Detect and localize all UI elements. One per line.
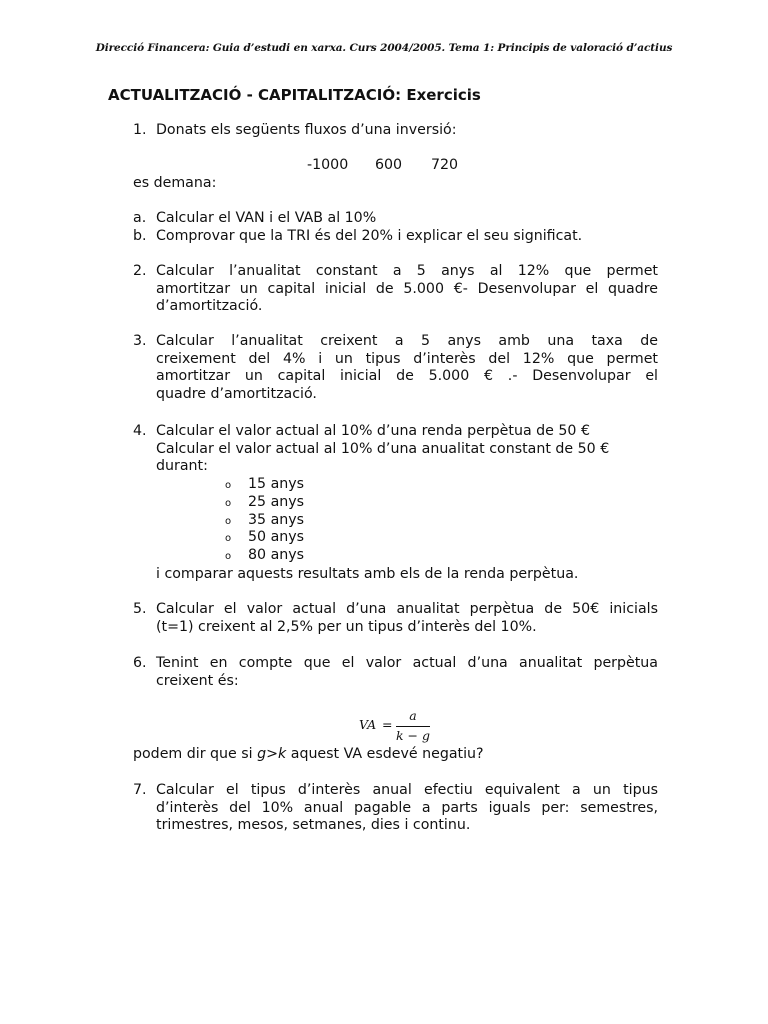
formula-equals: = — [382, 717, 393, 732]
exercise-6-line: Tenint en compte que el valor actual d’una anualitat perpètua — [156, 655, 658, 671]
bullet-icon: o — [225, 498, 232, 509]
exercise-3-number: 3. — [133, 333, 147, 349]
exercise-3-line: amortitzar un capital inicial de 5.000 € .- Desenvolupar el — [156, 368, 658, 385]
bullet-icon: o — [225, 516, 232, 527]
cash-flow-0: -1000 — [307, 157, 349, 173]
item-b-text: Comprovar que la TRI és del 20% i explicar el seu significat. — [156, 228, 583, 244]
exercise-3-text — [156, 333, 658, 403]
item-a-text: Calcular el VAN i el VAB al 10% — [156, 210, 377, 226]
bullet-icon: o — [225, 480, 232, 491]
exercise-1-text: Donats els següents fluxos d’una inversió: — [156, 122, 457, 138]
exercise-1-asks: es demana: — [133, 175, 217, 191]
exercise-2-number: 2. — [133, 263, 147, 279]
exercise-7-number: 7. — [133, 782, 147, 798]
item-b-label: b. — [133, 228, 147, 244]
exercise-7-text — [156, 782, 658, 835]
exercise-6-line: creixent és: — [156, 672, 239, 689]
exercise-3-line: Calcular l’anualitat creixent a 5 anys amb una taxa de — [156, 333, 658, 349]
duration-item: 80 anys — [248, 547, 305, 563]
exercise-7-line: trimestres, mesos, setmanes, dies i continu. — [156, 817, 471, 834]
exercise-2-line: amortitzar un capital inicial de 5.000 €- Desenvolupar el quadre — [156, 280, 658, 297]
formula-lhs: VA — [359, 717, 377, 732]
exercise-2-line: d’amortització. — [156, 298, 263, 315]
item-a-label: a. — [133, 210, 147, 226]
exercise-5-line: (t=1) creixent al 2,5% per un tipus d’interès del 10%. — [156, 618, 537, 635]
exercise-5-number: 5. — [133, 601, 147, 617]
bullet-icon: o — [225, 533, 232, 544]
exercise-1-number: 1. — [133, 122, 147, 138]
exercise-5-text — [156, 601, 658, 636]
exercise-3-line: creixement del 4% i un tipus d’interès del 12% que permet — [156, 350, 658, 367]
duration-item: 35 anys — [248, 512, 305, 528]
duration-item: 50 anys — [248, 529, 305, 545]
exercise-3-line: quadre d’amortització. — [156, 385, 317, 402]
exercise-6-question — [133, 746, 484, 764]
exercise-6-number: 6. — [133, 655, 147, 671]
page-title: ACTUALITZACIÓ - CAPITALITZACIÓ: Exercicis — [108, 86, 481, 104]
exercise-6-text — [156, 655, 658, 690]
formula-denominator: k − g — [396, 728, 430, 743]
formula-numerator: a — [409, 708, 417, 723]
exercise-7-line: Calcular el tipus d’interès anual efectiu equivalent a un tipus — [156, 782, 658, 798]
duration-item: 25 anys — [248, 494, 305, 510]
question-suffix: aquest VA esdevé negatiu? — [286, 746, 484, 762]
question-prefix: podem dir que si — [133, 746, 258, 762]
exercise-4-number: 4. — [133, 423, 147, 439]
exercise-2-line: Calcular l’anualitat constant a 5 anys al 12% que permet — [156, 263, 658, 279]
fraction-bar — [396, 726, 430, 727]
bullet-icon: o — [225, 551, 232, 562]
exercise-4-closing: i comparar aquests resultats amb els de la renda perpètua. — [156, 566, 579, 582]
cash-flow-2: 720 — [431, 157, 459, 173]
exercise-7-line: d’interès del 10% anual pagable a parts iguals per: semestres, — [156, 799, 658, 816]
question-condition: g>k — [257, 746, 287, 762]
exercise-4-line-2: Calcular el valor actual al 10% d’una anualitat constant de 50 € — [156, 441, 610, 457]
duration-item: 15 anys — [248, 476, 305, 492]
exercise-4-line-3: durant: — [156, 458, 208, 474]
exercise-2-text — [156, 263, 658, 316]
cash-flow-1: 600 — [375, 157, 403, 173]
exercise-4-line-1: Calcular el valor actual al 10% d’una renda perpètua de 50 € — [156, 423, 590, 439]
exercise-5-line: Calcular el valor actual d’una anualitat perpètua de 50€ inicials — [156, 601, 658, 617]
page-header: Direcció Financera: Guia d’estudi en xarxa. Curs 2004/2005. Tema 1: Principis de valoració d’actius — [95, 42, 673, 54]
